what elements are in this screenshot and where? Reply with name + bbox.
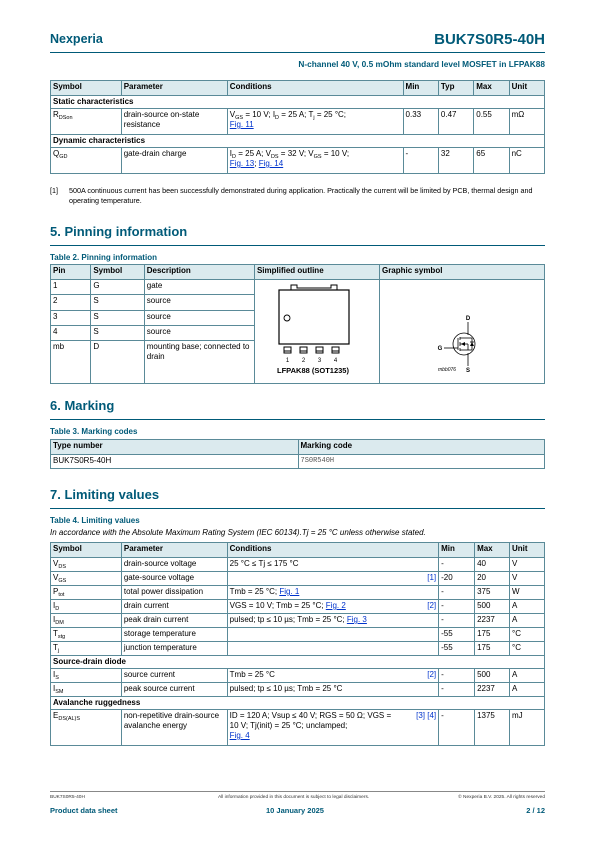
figure-link[interactable]: Fig. 2 bbox=[325, 601, 346, 610]
characteristics-table bbox=[50, 80, 545, 174]
outline-pin-label: 4 bbox=[333, 358, 338, 364]
col-header-description: Description bbox=[144, 265, 254, 280]
header-divider bbox=[50, 52, 545, 53]
unit-cell: V bbox=[510, 572, 545, 586]
col-header-pin: Pin bbox=[51, 265, 91, 280]
unit-cell: °C bbox=[510, 628, 545, 642]
table-header-row bbox=[51, 81, 545, 96]
unit-cell: nC bbox=[509, 148, 544, 174]
min-cell: -55 bbox=[439, 628, 475, 642]
table-intro: In accordance with the Absolute Maximum Rating System (IEC 60134).Tj = 25 °C unless otherwise stated. bbox=[50, 528, 426, 537]
min-cell: -20 bbox=[439, 572, 475, 586]
conditions-cell: VGS = 10 V; Tmb = 25 °C; Fig. 2 bbox=[227, 600, 403, 614]
brand-name: Nexperia bbox=[50, 32, 103, 46]
col-header-symbol: Symbol bbox=[51, 543, 122, 558]
figure-link[interactable]: Fig. 11 bbox=[229, 120, 254, 129]
description-cell: source bbox=[144, 295, 254, 310]
symbol-cell: $I_{SM}$ bbox=[51, 683, 122, 697]
lfpak88-outline bbox=[255, 280, 379, 380]
col-header-min: Min bbox=[403, 81, 438, 96]
col-header-unit: Unit bbox=[509, 81, 544, 96]
section-divider bbox=[50, 419, 545, 420]
outline-pin-label: 1 bbox=[285, 358, 290, 364]
max-cell: 500 bbox=[475, 669, 510, 683]
table-row bbox=[51, 148, 545, 174]
reference-cell bbox=[403, 558, 439, 572]
footer-divider bbox=[50, 791, 545, 792]
table-header-row bbox=[51, 265, 545, 280]
col-header-min: Min bbox=[439, 543, 475, 558]
reference-cell: [3] [4] bbox=[403, 710, 439, 746]
package-tab bbox=[291, 285, 337, 290]
footnote-marker: [1] bbox=[50, 186, 58, 195]
pin-cell: 4 bbox=[51, 326, 91, 341]
max-cell: 2237 bbox=[475, 683, 510, 697]
reference-cell bbox=[403, 683, 439, 697]
unit-cell: mJ bbox=[510, 710, 545, 746]
min-cell: - bbox=[439, 558, 475, 572]
conditions-cell bbox=[227, 628, 403, 642]
col-header-max: Max bbox=[474, 81, 509, 96]
marking-table bbox=[50, 439, 545, 469]
reference-cell bbox=[403, 642, 439, 656]
parameter-cell: gate-source voltage bbox=[121, 572, 227, 586]
unit-cell: mΩ bbox=[509, 109, 544, 135]
symbol-cell: $Q_{GD}$ bbox=[51, 148, 122, 174]
section-heading: Static characteristics bbox=[51, 96, 545, 109]
col-header-graphic: Graphic symbol bbox=[379, 265, 544, 280]
footer-disclaimer: All information provided in this document is subject to legal disclaimers. bbox=[218, 795, 370, 800]
col-header-parameter: Parameter bbox=[121, 543, 227, 558]
footer-doc-type: Product data sheet bbox=[50, 806, 118, 815]
parameter-cell: source current bbox=[121, 669, 227, 683]
symbol-cell: S bbox=[91, 326, 144, 341]
col-header-typ: Typ bbox=[438, 81, 473, 96]
outline-label: LFPAK88 (SOT1235) bbox=[276, 366, 349, 375]
symbol-cell: $I_{DM}$ bbox=[51, 614, 122, 628]
mosfet-symbol bbox=[380, 280, 544, 380]
min-cell: - bbox=[439, 710, 475, 746]
parameter-cell: peak drain current bbox=[121, 614, 227, 628]
max-cell: 40 bbox=[475, 558, 510, 572]
table-row bbox=[51, 572, 545, 586]
pin-cell: 3 bbox=[51, 310, 91, 325]
table-caption: Table 3. Marking codes bbox=[50, 427, 138, 436]
table-row bbox=[51, 710, 545, 746]
outline-cell bbox=[254, 280, 379, 384]
parameter-cell: junction temperature bbox=[121, 642, 227, 656]
symbol-cell: $T_j$ bbox=[51, 642, 122, 656]
section-title-marking: 6. Marking bbox=[50, 398, 115, 413]
min-cell: - bbox=[439, 614, 475, 628]
description-cell: gate bbox=[144, 280, 254, 295]
parameter-cell: drain current bbox=[121, 600, 227, 614]
symbol-cell: $I_S$ bbox=[51, 669, 122, 683]
footnote-text: 500A continuous current has been successfully demonstrated during application. Practically the current will be limited by PCB, thermal design and operating temperature. bbox=[69, 186, 533, 205]
footer-date: 10 January 2025 bbox=[266, 806, 324, 815]
symbol-cell: $V_{DS}$ bbox=[51, 558, 122, 572]
pinning-table bbox=[50, 264, 545, 384]
conditions-cell bbox=[227, 642, 403, 656]
parameter-cell: storage temperature bbox=[121, 628, 227, 642]
min-cell: - bbox=[439, 683, 475, 697]
section-title-limiting: 7. Limiting values bbox=[50, 487, 160, 502]
limiting-values-table bbox=[50, 542, 545, 746]
table-row bbox=[51, 683, 545, 697]
figure-link[interactable]: Fig. 14 bbox=[258, 159, 284, 168]
figure-link[interactable]: Fig. 3 bbox=[346, 615, 367, 624]
symbol-cell: D bbox=[91, 341, 144, 384]
symbol-cell: $P_{tot}$ bbox=[51, 586, 122, 600]
symbol-cell: $I_D$ bbox=[51, 600, 122, 614]
section-heading: Dynamic characteristics bbox=[51, 135, 545, 148]
max-cell: 500 bbox=[475, 600, 510, 614]
col-header-type-number: Type number bbox=[51, 440, 299, 455]
table-row bbox=[51, 586, 545, 600]
symbol-cell: S bbox=[91, 310, 144, 325]
table-caption: Table 2. Pinning information bbox=[50, 253, 157, 262]
reference-cell bbox=[403, 614, 439, 628]
symbol-cell: $T_{stg}$ bbox=[51, 628, 122, 642]
description-cell: source bbox=[144, 326, 254, 341]
symbol-code: mbb076 bbox=[437, 367, 457, 373]
reference-cell bbox=[403, 586, 439, 600]
reference-cell bbox=[403, 628, 439, 642]
min-cell: - bbox=[439, 669, 475, 683]
reference-cell: [2] bbox=[403, 600, 439, 614]
unit-cell: A bbox=[510, 683, 545, 697]
section-divider bbox=[50, 508, 545, 509]
source-label: S bbox=[465, 368, 470, 374]
max-cell: 2237 bbox=[475, 614, 510, 628]
table-caption: Table 4. Limiting values bbox=[50, 516, 140, 525]
section-heading: Source-drain diode bbox=[51, 656, 545, 669]
min-cell: -55 bbox=[439, 642, 475, 656]
pin-cell: 2 bbox=[51, 295, 91, 310]
unit-cell: A bbox=[510, 669, 545, 683]
conditions-cell: $V_{GS} = 10$ V; $I_D = 25$ A; $T_j = 25$ °C; Fig. 11 bbox=[227, 109, 403, 135]
outline-pin-label: 2 bbox=[301, 358, 306, 364]
col-header-conditions: Conditions bbox=[227, 543, 438, 558]
table-row bbox=[51, 280, 545, 295]
max-cell: 65 bbox=[474, 148, 509, 174]
unit-cell: A bbox=[510, 614, 545, 628]
outline-pin-label: 3 bbox=[317, 358, 322, 364]
pin-cell: 1 bbox=[51, 280, 91, 295]
unit-cell: W bbox=[510, 586, 545, 600]
table-row bbox=[51, 642, 545, 656]
figure-link[interactable]: Fig. 13 bbox=[229, 159, 255, 168]
typ-cell: 0.47 bbox=[438, 109, 473, 135]
col-header-marking-code: Marking code bbox=[298, 440, 545, 455]
max-cell: 20 bbox=[475, 572, 510, 586]
drain-label: D bbox=[465, 316, 471, 322]
parameter-cell: drain-source voltage bbox=[121, 558, 227, 572]
table-row bbox=[51, 109, 545, 135]
table-row bbox=[51, 614, 545, 628]
footer-part-number: BUK7S0R5-40H bbox=[50, 795, 85, 800]
table-row bbox=[51, 455, 545, 469]
unit-cell: V bbox=[510, 558, 545, 572]
symbol-cell: $V_{GS}$ bbox=[51, 572, 122, 586]
conditions-cell bbox=[227, 572, 403, 586]
conditions-cell: $I_D = 25$ A; $V_{DS} = 32$ V; $V_{GS} = 10$ V; Fig. 13; Fig. 14 bbox=[227, 148, 403, 174]
max-cell: 1375 bbox=[475, 710, 510, 746]
gate-label: G bbox=[437, 346, 443, 352]
parameter-cell: non-repetitive drain-source avalanche energy bbox=[121, 710, 227, 746]
table-row bbox=[51, 669, 545, 683]
document-subtitle: N-channel 40 V, 0.5 mOhm standard level MOSFET in LFPAK88 bbox=[298, 59, 545, 69]
graphic-symbol-cell bbox=[379, 280, 544, 384]
conditions-cell: Tmb = 25 °C bbox=[227, 669, 403, 683]
col-header-max: Max bbox=[475, 543, 510, 558]
conditions-cell: Tmb = 25 °C; Fig. 1 bbox=[227, 586, 403, 600]
description-cell: mounting base; connected to drain bbox=[144, 341, 254, 384]
type-number-cell: BUK7S0R5-40H bbox=[51, 455, 299, 469]
table-row bbox=[51, 558, 545, 572]
col-header-outline: Simplified outline bbox=[254, 265, 379, 280]
min-cell: - bbox=[439, 586, 475, 600]
pin1-marker bbox=[284, 315, 290, 321]
table-row bbox=[51, 628, 545, 642]
section-divider bbox=[50, 245, 545, 246]
part-number: BUK7S0R5-40H bbox=[434, 31, 545, 48]
max-cell: 175 bbox=[475, 642, 510, 656]
min-cell: - bbox=[403, 148, 438, 174]
table-row bbox=[51, 600, 545, 614]
typ-cell: 32 bbox=[438, 148, 473, 174]
col-header-symbol: Symbol bbox=[51, 81, 122, 96]
parameter-cell: drain-source on-state resistance bbox=[121, 109, 227, 135]
parameter-cell: peak source current bbox=[121, 683, 227, 697]
conditions-cell: ID = 120 A; Vsup ≤ 40 V; RGS = 50 Ω; VGS = 10 V; Tj(init) = 25 °C; unclamped; Fig. 4 bbox=[227, 710, 403, 746]
conditions-cell: pulsed; tp ≤ 10 µs; Tmb = 25 °C bbox=[227, 683, 403, 697]
conditions-cell: 25 °C ≤ Tj ≤ 175 °C bbox=[227, 558, 403, 572]
parameter-cell: total power dissipation bbox=[121, 586, 227, 600]
unit-cell: A bbox=[510, 600, 545, 614]
conditions-cell: pulsed; tp ≤ 10 µs; Tmb = 25 °C; Fig. 3 bbox=[227, 614, 403, 628]
max-cell: 375 bbox=[475, 586, 510, 600]
unit-cell: °C bbox=[510, 642, 545, 656]
footer-copyright: © Nexperia B.V. 2025. All rights reserved bbox=[458, 795, 545, 800]
parameter-cell: gate-drain charge bbox=[121, 148, 227, 174]
col-header-parameter: Parameter bbox=[121, 81, 227, 96]
footer-page-number: 2 / 12 bbox=[526, 806, 545, 815]
figure-link[interactable]: Fig. 4 bbox=[229, 731, 250, 740]
symbol-cell: G bbox=[91, 280, 144, 295]
section-heading: Avalanche ruggedness bbox=[51, 697, 545, 710]
figure-link[interactable]: Fig. 1 bbox=[279, 587, 300, 596]
col-header-conditions: Conditions bbox=[227, 81, 403, 96]
reference-cell: [2] bbox=[403, 669, 439, 683]
marking-code-cell: 7S0R540H bbox=[298, 455, 545, 469]
table-header-row bbox=[51, 543, 545, 558]
col-header-unit: Unit bbox=[510, 543, 545, 558]
col-header-symbol: Symbol bbox=[91, 265, 144, 280]
min-cell: - bbox=[439, 600, 475, 614]
max-cell: 0.55 bbox=[474, 109, 509, 135]
description-cell: source bbox=[144, 310, 254, 325]
package-leads bbox=[284, 347, 339, 353]
min-cell: 0.33 bbox=[403, 109, 438, 135]
pin-cell: mb bbox=[51, 341, 91, 384]
max-cell: 175 bbox=[475, 628, 510, 642]
reference-cell: [1] bbox=[403, 572, 439, 586]
table-header-row bbox=[51, 440, 545, 455]
symbol-cell: $R_{DSon}$ bbox=[51, 109, 122, 135]
symbol-cell: S bbox=[91, 295, 144, 310]
symbol-cell: $E_{DS(AL)S}$ bbox=[51, 710, 122, 746]
section-title-pinning: 5. Pinning information bbox=[50, 224, 188, 239]
